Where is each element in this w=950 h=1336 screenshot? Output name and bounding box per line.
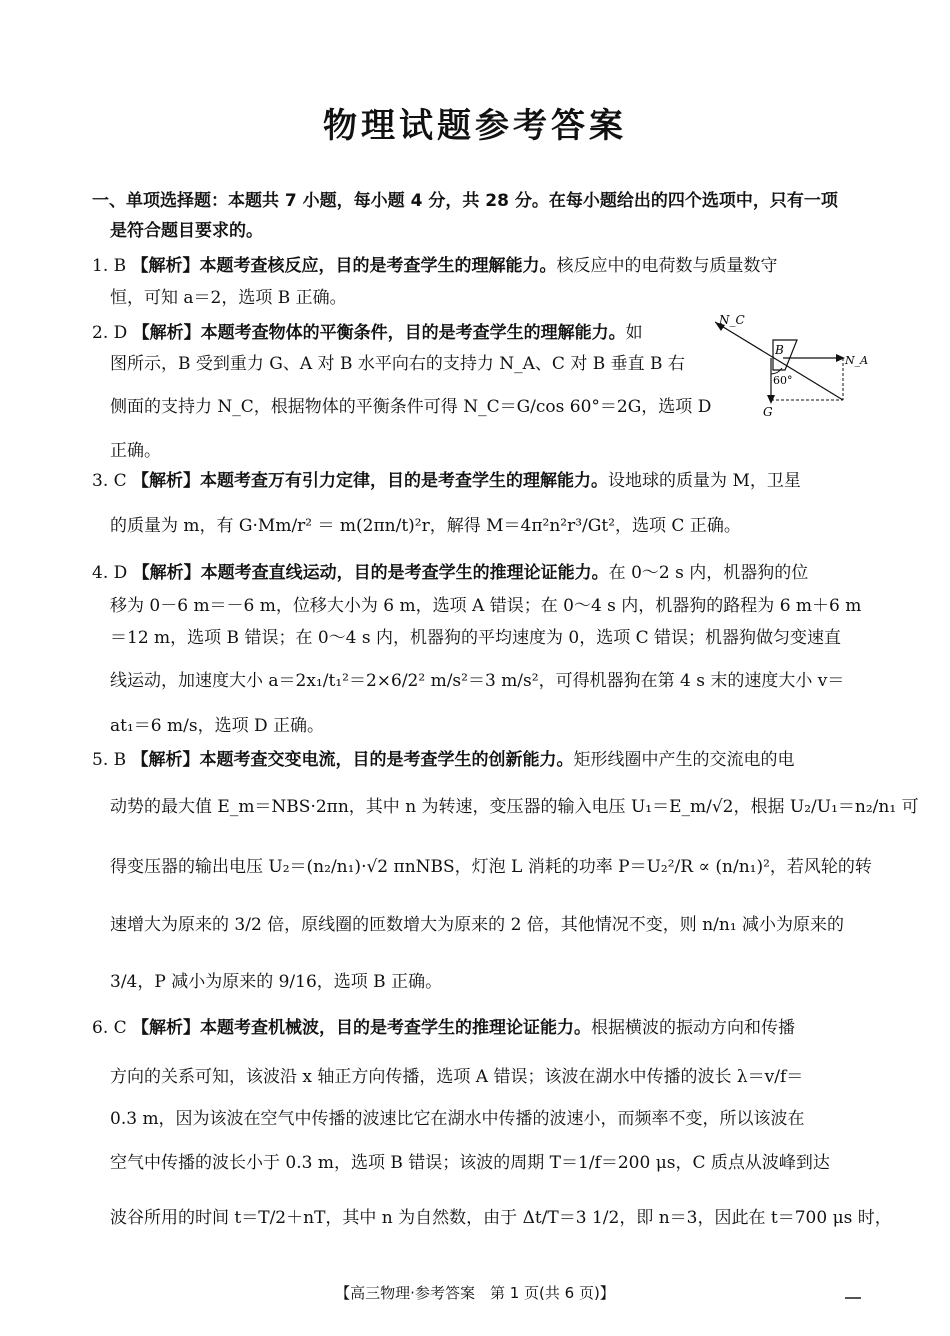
answer-6-line4: 空气中传播的波长小于 0.3 m，选项 B 错误；该波的周期 T＝1/f＝200 μs，C 质点从波峰到达: [110, 1153, 830, 1173]
page-title: 物理试题参考答案: [323, 106, 627, 146]
page-mark: [845, 1297, 861, 1299]
answer-6-line2: 方向的关系可知，该波沿 x 轴正方向传播，选项 A 错误；该波在湖水中传播的波长 λ＝v/f＝: [110, 1067, 804, 1087]
answer-3-line1: 3. C 【解析】本题考查万有引力定律，目的是考查学生的理解能力。设地球的质量为 M，卫星: [92, 471, 801, 491]
fig-label-angle: 60°: [773, 374, 793, 387]
answer-6-line5: 波谷所用的时间 t＝T/2＋nT，其中 n 为自然数，由于 Δt/T＝3 1/2，即 n＝3，因此在 t＝700 μs 时，: [110, 1208, 892, 1228]
section-heading: 一、单项选择题：本题共 7 小题，每小题 4 分，共 28 分。在每小题给出的四个选项中，只有一项: [92, 191, 838, 211]
answer-2-line1: 2. D 【解析】本题考查物体的平衡条件，目的是考查学生的理解能力。如: [92, 323, 643, 343]
page-footer: 【高三物理·参考答案 第 1 页(共 6 页)】: [335, 1284, 615, 1302]
answer-4-line3: ＝12 m，选项 B 错误；在 0～4 s 内，机器狗的平均速度为 0，选项 C 错误；机器狗做匀变速直: [110, 628, 842, 648]
answer-5-line1: 5. B 【解析】本题考查交变电流，目的是考查学生的创新能力。矩形线圈中产生的交流电的电: [92, 750, 795, 770]
fig-label-g: G: [763, 405, 773, 419]
answer-4-line5: at₁＝6 m/s，选项 D 正确。: [110, 716, 325, 736]
answer-4-line4: 线运动，加速度大小 a＝2x₁/t₁²＝2×6/2² m/s²＝3 m/s²，可得机器狗在第 4 s 末的速度大小 v＝: [110, 671, 845, 691]
answer-6-line3: 0.3 m，因为该波在空气中传播的波速比它在湖水中传播的波速小，而频率不变，所以该波在: [110, 1109, 805, 1129]
answer-5-line5: 3/4，P 减小为原来的 9/16，选项 B 正确。: [110, 972, 443, 992]
section-heading-cont: 是符合题目要求的。: [110, 221, 263, 241]
na-arrowhead: [836, 354, 845, 362]
answer-1-line1: 1. B 【解析】本题考查核反应，目的是考查学生的理解能力。核反应中的电荷数与质量数守: [92, 256, 778, 276]
answer-3-line2: 的质量为 m，有 G·Mm/r² ＝ m(2πn/t)²r，解得 M＝4π²n²r³/Gt²，选项 C 正确。: [110, 516, 741, 536]
fig-label-nc: N_C: [719, 313, 745, 327]
answer-2-line2: 图所示，B 受到重力 G、A 对 B 水平向右的支持力 N_A、C 对 B 垂直 B 右: [110, 354, 685, 374]
answer-5-line3: 得变压器的输出电压 U₂＝(n₂/n₁)·√2 πnNBS，灯泡 L 消耗的功率 P＝U₂²/R ∝ (n/n₁)²，若风轮的转: [110, 857, 872, 877]
answer-5-line2: 动势的最大值 E_m＝NBS·2πn，其中 n 为转速，变压器的输入电压 U₁＝E_m/√2，根据 U₂/U₁＝n₂/n₁ 可: [110, 797, 919, 817]
answer-4-line2: 移为 0－6 m＝－6 m，位移大小为 6 m，选项 A 错误；在 0～4 s 内，机器狗的路程为 6 m＋6 m: [110, 596, 862, 616]
fig-label-b: B: [775, 343, 784, 357]
answer-5-line4: 速增大为原来的 3/2 倍，原线圈的匝数增大为原来的 2 倍，其他情况不变，则 n/n₁ 减小为原来的: [110, 915, 845, 935]
answer-4-line1: 4. D 【解析】本题考查直线运动，目的是考查学生的推理论证能力。在 0～2 s 内，机器狗的位: [92, 563, 809, 583]
fig-label-na: N_A: [845, 354, 869, 367]
nc-force-arrow: [715, 322, 843, 400]
answer-6-line1: 6. C 【解析】本题考查机械波，目的是考查学生的推理论证能力。根据横波的振动方向和传播: [92, 1018, 796, 1038]
answer-1-line2: 恒，可知 a＝2，选项 B 正确。: [110, 288, 347, 308]
answer-2-line3: 侧面的支持力 N_C，根据物体的平衡条件可得 N_C＝G/cos 60°＝2G，选项 D: [110, 397, 712, 417]
answer-2-line4: 正确。: [110, 441, 161, 461]
force-diagram: [705, 312, 870, 422]
